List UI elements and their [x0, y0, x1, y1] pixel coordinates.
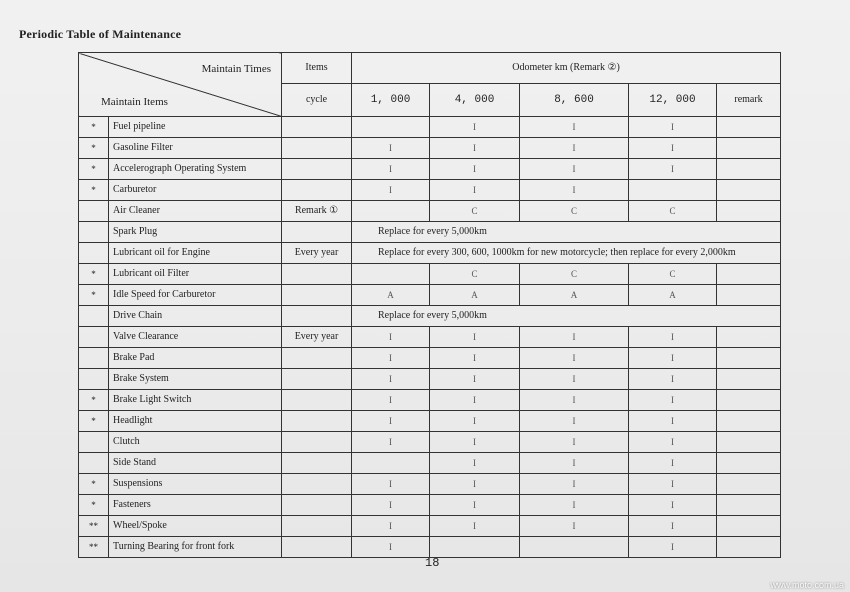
- service-cell: I: [352, 537, 430, 558]
- maintenance-item: Drive Chain: [109, 306, 282, 327]
- service-cell: A: [629, 285, 717, 306]
- service-cell: C: [520, 201, 629, 222]
- remark-cell: [717, 180, 781, 201]
- odometer-header: Odometer km (Remark ②): [352, 53, 781, 84]
- remark-cell: [717, 516, 781, 537]
- cycle-cell: [282, 348, 352, 369]
- km-header-8600: 8, 600: [520, 84, 629, 117]
- service-cell: I: [629, 117, 717, 138]
- service-cell: I: [629, 159, 717, 180]
- service-cell: [352, 264, 430, 285]
- header-row-1: [79, 53, 781, 84]
- table-row: [79, 453, 781, 474]
- service-cell: I: [352, 348, 430, 369]
- service-cell: I: [352, 432, 430, 453]
- table-row: [79, 390, 781, 411]
- maintenance-item: Side Stand: [109, 453, 282, 474]
- service-cell: I: [352, 369, 430, 390]
- remark-cell: [717, 117, 781, 138]
- remark-cell: [717, 264, 781, 285]
- service-cell: I: [520, 474, 629, 495]
- service-cell: I: [430, 390, 520, 411]
- table-row: [79, 222, 781, 243]
- remark-cell: [717, 432, 781, 453]
- km-header-4000: 4, 000: [430, 84, 520, 117]
- maintenance-item: Gasoline Filter: [109, 138, 282, 159]
- page-title: Periodic Table of Maintenance: [19, 27, 182, 41]
- remark-cell: [717, 495, 781, 516]
- maintenance-item: Valve Clearance: [109, 327, 282, 348]
- cycle-cell: [282, 138, 352, 159]
- cycle-cell: [282, 285, 352, 306]
- service-cell: I: [520, 369, 629, 390]
- inspection-mark: *: [79, 285, 109, 306]
- inspection-mark: **: [79, 516, 109, 537]
- service-cell: I: [629, 537, 717, 558]
- table-row: [79, 117, 781, 138]
- maintain-times-label: Maintain Times: [201, 63, 271, 75]
- page-number: 18: [425, 556, 440, 570]
- service-cell: I: [629, 516, 717, 537]
- service-cell: I: [629, 474, 717, 495]
- service-cell: I: [629, 348, 717, 369]
- maintenance-item: Spark Plug: [109, 222, 282, 243]
- service-cell: C: [430, 201, 520, 222]
- service-cell: I: [352, 180, 430, 201]
- inspection-mark: *: [79, 138, 109, 159]
- service-cell: I: [520, 495, 629, 516]
- cycle-cell: [282, 432, 352, 453]
- service-cell: I: [352, 516, 430, 537]
- table-row: [79, 327, 781, 348]
- service-cell: I: [352, 159, 430, 180]
- remark-cell: [717, 537, 781, 558]
- service-cell: A: [520, 285, 629, 306]
- service-cell: A: [352, 285, 430, 306]
- service-cell: I: [430, 159, 520, 180]
- service-cell: [352, 117, 430, 138]
- inspection-mark: **: [79, 537, 109, 558]
- service-cell: I: [520, 180, 629, 201]
- table-row: [79, 159, 781, 180]
- service-cell: I: [629, 453, 717, 474]
- inspection-mark: [79, 222, 109, 243]
- service-cell: I: [352, 495, 430, 516]
- maintenance-item: Headlight: [109, 411, 282, 432]
- service-cell: I: [629, 390, 717, 411]
- service-cell: I: [352, 474, 430, 495]
- inspection-mark: [79, 432, 109, 453]
- km-header-12000: 12, 000: [629, 84, 717, 117]
- service-cell: I: [629, 432, 717, 453]
- table-row: [79, 474, 781, 495]
- inspection-mark: [79, 201, 109, 222]
- cycle-header: cycle: [282, 84, 352, 117]
- table-row: [79, 348, 781, 369]
- cycle-cell: [282, 369, 352, 390]
- inspection-mark: [79, 369, 109, 390]
- service-cell: I: [520, 348, 629, 369]
- diagonal-header-cell: [79, 53, 282, 117]
- table-row: [79, 495, 781, 516]
- km-header-1000: 1, 000: [352, 84, 430, 117]
- service-cell: I: [520, 432, 629, 453]
- maintain-items-label: Maintain Items: [101, 96, 168, 108]
- inspection-mark: *: [79, 411, 109, 432]
- inspection-mark: *: [79, 495, 109, 516]
- service-cell: I: [430, 348, 520, 369]
- maintenance-item: Idle Speed for Carburetor: [109, 285, 282, 306]
- service-cell: I: [430, 474, 520, 495]
- table-row: [79, 180, 781, 201]
- service-cell: I: [430, 117, 520, 138]
- maintenance-item: Accelerograph Operating System: [109, 159, 282, 180]
- remark-cell: [717, 474, 781, 495]
- inspection-mark: *: [79, 264, 109, 285]
- table-row: [79, 138, 781, 159]
- maintenance-item: Fasteners: [109, 495, 282, 516]
- cycle-cell: [282, 453, 352, 474]
- maintenance-table: [78, 52, 781, 558]
- service-cell: I: [629, 369, 717, 390]
- table-row: [79, 285, 781, 306]
- service-cell: C: [520, 264, 629, 285]
- watermark-text: www.moto.com.ua: [770, 580, 844, 590]
- service-cell: I: [430, 495, 520, 516]
- inspection-mark: [79, 348, 109, 369]
- maintenance-item: Suspensions: [109, 474, 282, 495]
- items-header: Items: [282, 53, 352, 84]
- remark-cell: [717, 390, 781, 411]
- service-cell: [352, 453, 430, 474]
- table-row: [79, 306, 781, 327]
- replacement-note: Replace for every 5,000km: [352, 306, 781, 327]
- service-cell: C: [430, 264, 520, 285]
- maintenance-item: Carburetor: [109, 180, 282, 201]
- cycle-cell: Every year: [282, 243, 352, 264]
- maintenance-item: Wheel/Spoke: [109, 516, 282, 537]
- service-cell: I: [430, 453, 520, 474]
- remark-cell: [717, 159, 781, 180]
- inspection-mark: [79, 306, 109, 327]
- remark-cell: [717, 348, 781, 369]
- inspection-mark: *: [79, 474, 109, 495]
- service-cell: I: [520, 159, 629, 180]
- remark-cell: [717, 285, 781, 306]
- service-cell: I: [430, 432, 520, 453]
- cycle-cell: Every year: [282, 327, 352, 348]
- cycle-cell: Remark ①: [282, 201, 352, 222]
- service-cell: I: [520, 516, 629, 537]
- table-row: [79, 369, 781, 390]
- remark-cell: [717, 201, 781, 222]
- cycle-cell: [282, 117, 352, 138]
- maintenance-item: Lubricant oil Filter: [109, 264, 282, 285]
- service-cell: I: [520, 453, 629, 474]
- inspection-mark: *: [79, 390, 109, 411]
- service-cell: C: [629, 264, 717, 285]
- cycle-cell: [282, 306, 352, 327]
- service-cell: I: [520, 117, 629, 138]
- cycle-cell: [282, 180, 352, 201]
- service-cell: C: [629, 201, 717, 222]
- inspection-mark: *: [79, 117, 109, 138]
- service-cell: A: [430, 285, 520, 306]
- inspection-mark: *: [79, 180, 109, 201]
- service-cell: I: [629, 327, 717, 348]
- maintenance-item: Air Cleaner: [109, 201, 282, 222]
- service-cell: [352, 201, 430, 222]
- maintenance-item: Turning Bearing for front fork: [109, 537, 282, 558]
- inspection-mark: *: [79, 159, 109, 180]
- service-cell: I: [352, 138, 430, 159]
- service-cell: [629, 180, 717, 201]
- service-cell: I: [520, 411, 629, 432]
- cycle-cell: [282, 390, 352, 411]
- table-row: [79, 243, 781, 264]
- remark-header: remark: [717, 84, 781, 117]
- cycle-cell: [282, 411, 352, 432]
- remark-cell: [717, 327, 781, 348]
- service-cell: I: [629, 495, 717, 516]
- service-cell: I: [430, 516, 520, 537]
- cycle-cell: [282, 537, 352, 558]
- remark-cell: [717, 369, 781, 390]
- cycle-cell: [282, 222, 352, 243]
- service-cell: I: [520, 327, 629, 348]
- table-row: [79, 411, 781, 432]
- cycle-cell: [282, 474, 352, 495]
- table-row: [79, 432, 781, 453]
- service-cell: I: [430, 369, 520, 390]
- cycle-cell: [282, 516, 352, 537]
- service-cell: I: [430, 411, 520, 432]
- maintenance-item: Fuel pipeline: [109, 117, 282, 138]
- remark-cell: [717, 411, 781, 432]
- remark-cell: [717, 138, 781, 159]
- inspection-mark: [79, 243, 109, 264]
- maintenance-item: Brake System: [109, 369, 282, 390]
- cycle-cell: [282, 159, 352, 180]
- service-cell: I: [629, 138, 717, 159]
- inspection-mark: [79, 327, 109, 348]
- service-cell: I: [352, 390, 430, 411]
- remark-cell: [717, 453, 781, 474]
- replacement-note: Replace for every 5,000km: [352, 222, 781, 243]
- maintenance-item: Clutch: [109, 432, 282, 453]
- service-cell: I: [430, 327, 520, 348]
- maintenance-item: Brake Light Switch: [109, 390, 282, 411]
- replacement-note: Replace for every 300, 600, 1000km for new motorcycle; then replace for every 2,000km: [352, 243, 781, 264]
- inspection-mark: [79, 453, 109, 474]
- service-cell: I: [629, 411, 717, 432]
- service-cell: I: [352, 411, 430, 432]
- cycle-cell: [282, 264, 352, 285]
- table-row: [79, 201, 781, 222]
- service-cell: I: [430, 138, 520, 159]
- service-cell: I: [352, 327, 430, 348]
- maintenance-item: Brake Pad: [109, 348, 282, 369]
- table-row: [79, 516, 781, 537]
- table-row: [79, 264, 781, 285]
- service-cell: [430, 537, 520, 558]
- service-cell: I: [520, 390, 629, 411]
- cycle-cell: [282, 495, 352, 516]
- maintenance-item: Lubricant oil for Engine: [109, 243, 282, 264]
- service-cell: I: [520, 138, 629, 159]
- service-cell: I: [430, 180, 520, 201]
- table-row: [79, 537, 781, 558]
- service-cell: [520, 537, 629, 558]
